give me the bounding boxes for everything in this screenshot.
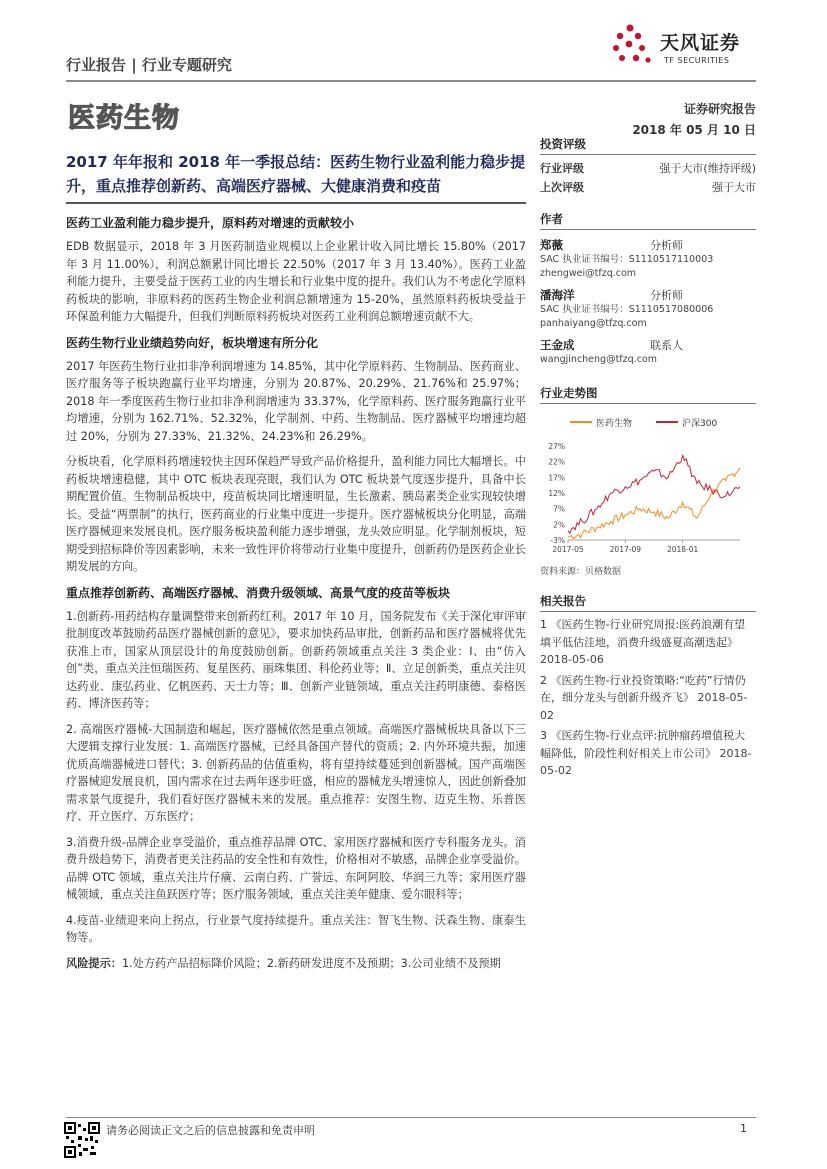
sidebar [540, 136, 756, 783]
logo-english: TF SECURITIES [664, 56, 730, 65]
paragraph: 3.消费升级-品牌企业享受溢价，重点推荐品牌 OTC、家用医疗器械和医疗专科服务龙头。消费升级趋势下，消费者更关注药品的安全性和有效性，价格相对不敏感，品牌企业享受溢价。品牌 OTC 领域，重点关注片仔癀、云南白药、广誉远、东阿阿胶、华润三九等；家用医疗器械领域，重点关注鱼跃医疗等；医疗服务领域，重点关注美年健康、爱尔眼科等； [66, 835, 526, 901]
x-tick-label: 2017-09 [609, 545, 642, 554]
paragraph: 2. 高端医疗器械-大国制造和崛起，医疗器械依然是重点领域。高端医疗器械板块具备以下三大逻辑支撑行业发展：1. 高端医疗器械，已经具备国产替代的资质；2. 内外环境共振，加速优质高端器械进口替代；3. 创新药品的估值重构，将有望持续蔓延到创新器械。国产高端医疗器械迎发展良机，国内需求在过去两年逐步旺盛，相应的器械龙头增速惊人，因此创新叠加需求景气度提升，我们看好医疗器械未来的发展。重点推荐：安图生物、迈克生物、乐普医疗、开立医疗、万东医疗； [66, 722, 526, 823]
analyst [540, 234, 756, 281]
series-line-csi300 [568, 455, 740, 533]
analyst-name: 郑薇 [540, 238, 563, 252]
related-date: 2018-05-02 [540, 746, 752, 777]
related-report[interactable] [540, 727, 756, 780]
x-tick-label: 2018-01 [666, 545, 699, 554]
analyst [540, 284, 756, 331]
analyst-role: 联系人 [650, 339, 683, 352]
paragraph: 2017 年医药生物行业扣非净利润增速为 14.85%，其中化学原料药、生物制品、医药商业、医疗服务等子板块跑赢行业平均增速，分别为 20.87%、20.29%、21.76%和 25.97%；2018 年一季度医药生物行业扣非净利润增速为 33.37%，化学原料药、医疗服务跑赢行业平均增速，分别为 162.71%、52.32%，化学制剂、中药、生物制品、医疗器械平均增速均超过 20%，分别为 27.33%、21.32%、24.23%和 26.29%。 [66, 359, 526, 443]
related-date: 2018-05-06 [540, 653, 604, 666]
y-tick-label: 7% [553, 504, 565, 514]
paragraph: 4.疫苗-业绩迎来向上拐点，行业景气度持续提升。重点关注：智飞生物、沃森生物、康泰生物等。 [66, 913, 526, 944]
title-divider [66, 202, 526, 204]
risk-text: 1.处方药产品招标降价风险；2.新药研发进度不及预期；3.公司业绩不及预期 [121, 956, 501, 970]
author-heading: 作者 [540, 211, 756, 230]
analyst-cert: SAC 执业证书编号：S1110517110003 [540, 254, 714, 265]
rating-row [540, 159, 756, 178]
main-content [66, 214, 526, 980]
page-number: 1 [740, 1122, 747, 1135]
report-label: 证券研究报告 [683, 102, 756, 116]
section-2 [66, 334, 526, 576]
rating-key: 上次评级 [540, 181, 584, 194]
section-heading: 医药生物行业业绩趋势向好，板块增速有所分化 [66, 335, 319, 350]
risk-warning [66, 955, 526, 973]
rating-heading: 投资评级 [540, 136, 756, 155]
rating-row [540, 178, 756, 197]
analyst-cert: SAC 执业证书编号：S1110517080006 [540, 304, 714, 315]
analyst-role: 分析师 [650, 289, 683, 302]
chart-source: 资料来源：贝格数据 [540, 567, 622, 577]
y-tick-label: 27% [548, 442, 565, 451]
rating-key: 行业评级 [540, 162, 584, 175]
section-3 [66, 584, 526, 947]
related-report[interactable] [540, 672, 756, 725]
trend-chart [540, 408, 756, 562]
section-1 [66, 214, 526, 326]
analyst-email[interactable]: panhaiyang@tfzq.com [540, 318, 647, 329]
y-tick-label: -3% [550, 536, 565, 545]
paragraph: 1.创新药-用药结构存量调整带来创新药红利。2017 年 10 月，国务院发布《关于深化审评审批制度改革鼓励药品医疗器械创新的意见》，要求加快药品审批，创新药品和医疗器械将优先获准上市，国家从顶层设计的角度鼓励创新。创新药领域重点关注 3 类企业：Ⅰ、由“仿入创”类，重点关注恒瑞医药、复星医药、丽珠集团、科伦药业等；Ⅱ、立足创新类，重点关注贝达药业、康弘药业、亿帆医药、天士力等；Ⅲ、创新产业链领域，重点关注药明康德、泰格医药、博济医药等； [66, 609, 526, 710]
trend-chart-svg [540, 408, 756, 558]
y-tick-label: 22% [548, 457, 565, 467]
qr-code-icon [64, 1122, 100, 1158]
logo-mark-icon [610, 22, 656, 68]
y-tick-label: 2% [553, 520, 565, 530]
related-heading: 相关报告 [540, 593, 756, 612]
report-type: 行业报告 | 行业专题研究 [66, 56, 232, 74]
report-date: 2018 年 05 月 10 日 [632, 123, 756, 137]
logo-chinese: 天风证券 [660, 32, 741, 54]
company-logo [610, 22, 760, 72]
rating-value: 强于大市 [712, 181, 756, 194]
x-tick-label: 2017-05 [552, 545, 584, 554]
analyst-name: 王金成 [540, 338, 575, 352]
related-title[interactable]: 2 《医药生物-行业投资策略:“吃药”行情仍在，细分龙头与创新升级齐飞》 [540, 673, 746, 704]
related-date: 2018-05-02 [540, 691, 748, 722]
analyst [540, 334, 756, 367]
trend-heading: 行业走势图 [540, 385, 756, 404]
y-tick-label: 12% [548, 489, 565, 498]
rating-value: 强于大市(维持评级) [659, 162, 756, 175]
footer-disclaimer[interactable]: 请务必阅读正文之后的信息披露和免责申明 [106, 1124, 315, 1137]
section-heading: 医药工业盈利能力稳步提升，原料药对增速的贡献较小 [66, 216, 355, 230]
paragraph: EDB 数据显示，2018 年 3 月医药制造业规模以上企业累计收入同比增长 15.80%（2017 年 3 月 11.00%），利润总额累计同比增长 22.50%（2017 年 3 月 13.40%）。医药工业盈利能力提升，主要受益于医药工业的内生增长和行业集中度的提升。我们认为不考虑化学原料药板块的影响，非原料药的医药生物企业利润总额增速为 15-20%，虽然原料药板块受益于环保盈利能力大幅提升，但我们判断原料药板块对医药工业利润总额增速贡献不大。 [66, 240, 526, 323]
analyst-name: 潘海洋 [540, 288, 575, 302]
report-title: 2017 年年报和 2018 年一季报总结：医药生物行业盈利能力稳步提升，重点推荐创新药、高端医疗器械、大健康消费和疫苗 [66, 153, 526, 195]
analyst-email[interactable]: zhengwei@tfzq.com [540, 268, 637, 279]
related-title[interactable]: 3 《医药生物-行业点评:抗肿瘤药增值税大幅降低，阶段性利好相关上市公司》 [540, 729, 746, 760]
y-tick-label: 17% [548, 473, 565, 483]
sector-title: 医药生物 [68, 103, 180, 134]
footer-divider [66, 1117, 756, 1118]
analyst-role: 分析师 [650, 239, 683, 252]
series-line-pharma [568, 468, 740, 539]
header-divider [66, 80, 756, 82]
analyst-email[interactable]: wangjincheng@tfzq.com [540, 354, 657, 365]
section-heading: 重点推荐创新药、高端医疗器械、消费升级领域、高景气度的疫苗等板块 [66, 585, 451, 600]
risk-label: 风险提示： [66, 956, 122, 970]
legend-label: 医药生物 [596, 419, 633, 429]
related-report[interactable] [540, 616, 756, 669]
paragraph: 分板块看，化学原料药增速较快主因环保趋严导致产品价格提升，盈利能力同比大幅增长。中药板块增速稳健，其中 OTC 板块表现亮眼，我们认为 OTC 板块景气度逐步提升，具备中长期配置价值。生物制品板块中，疫苗板块同比增速明显，生长激素、胰岛素类企业实现较快增长。受益“两票制”的执行，医药商业的行业集中度进一步提升。医疗器械板块分化明显，高端医疗器械迎来发展良机。医疗服务板块盈利能力逐步增强，龙头效应明显。化学制剂板块，短期受到招标降价等因素影响，未来一致性评价将带动行业集中度提升，创新药仍是医药企业长期发展的方向。 [66, 455, 526, 573]
legend-label: 沪深300 [682, 419, 718, 429]
related-title[interactable]: 1 《医药生物-行业研究周报:医药浪潮有望填平低估洼地，消费升级盛夏高潮迭起》 [540, 618, 746, 649]
